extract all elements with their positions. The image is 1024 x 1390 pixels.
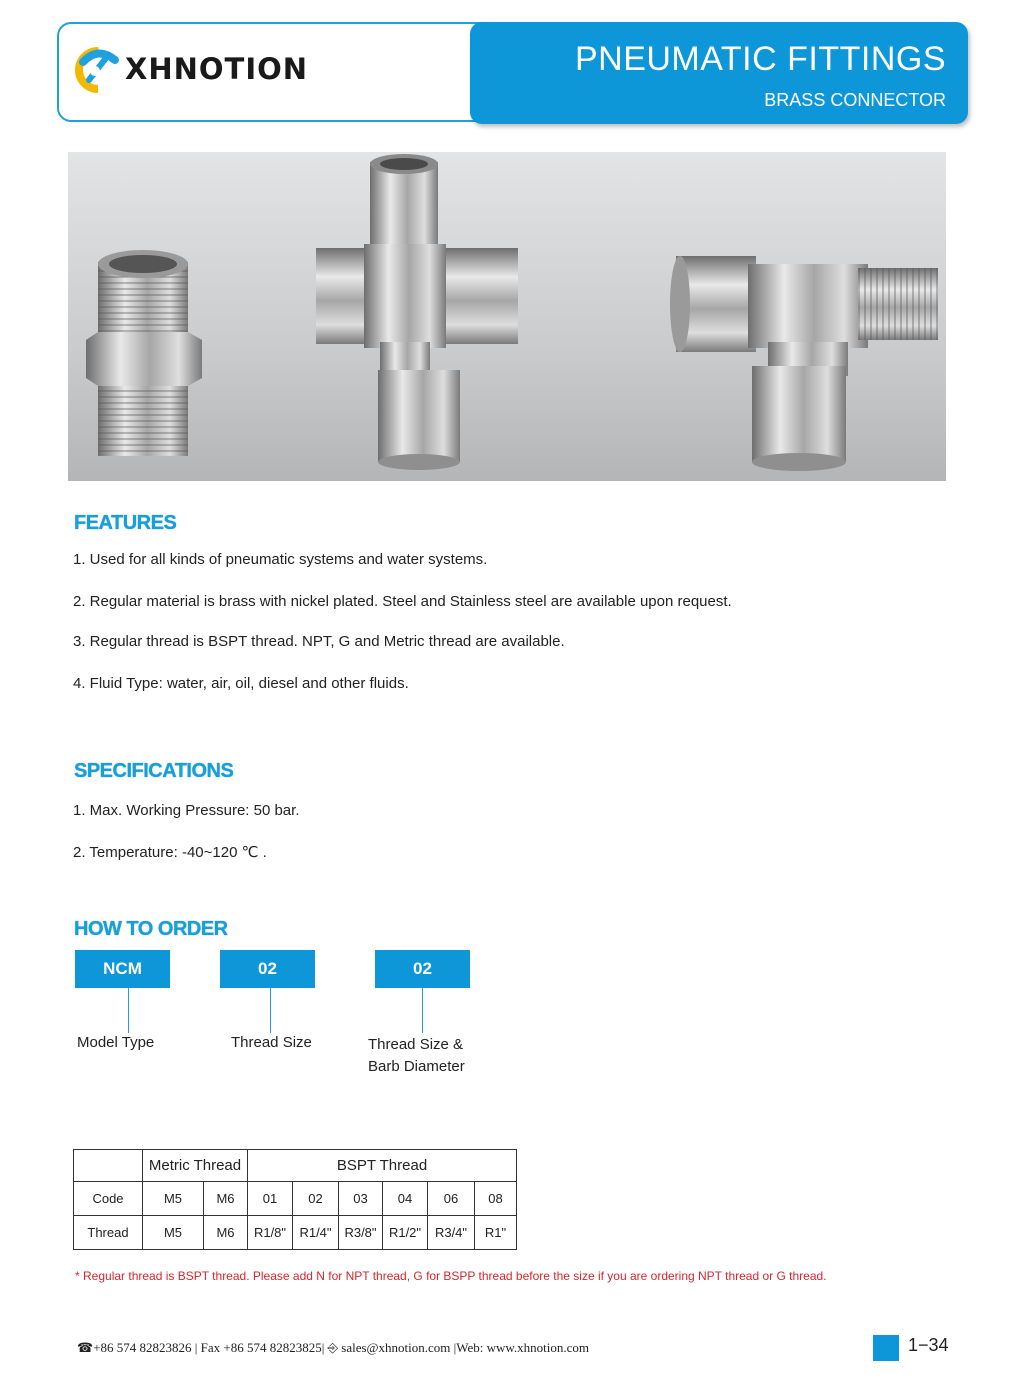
footer-fax: Fax +86 574 82823825 <box>200 1340 322 1355</box>
page-marker <box>873 1335 899 1361</box>
table-cell: R3/4" <box>428 1216 475 1250</box>
table-cell: M6 <box>204 1216 248 1250</box>
table-cell: 03 <box>339 1182 383 1216</box>
brand-logo <box>73 44 308 94</box>
footer-email[interactable]: sales@xhnotion.com <box>341 1340 451 1355</box>
feature-item-4: 4. Fluid Type: water, air, oil, diesel and other fluids. <box>73 675 409 692</box>
table-cell: M6 <box>204 1182 248 1216</box>
table-cell: R1/4" <box>293 1216 339 1250</box>
product-photo <box>68 152 946 481</box>
order-label-line-1: Thread Size & <box>368 1036 464 1053</box>
footer-separator: | <box>194 1340 198 1355</box>
footer-separator: | <box>453 1340 457 1355</box>
table-row <box>74 1216 517 1250</box>
footer-phone: +86 574 82823826 <box>93 1340 192 1355</box>
logo-icon <box>73 44 123 94</box>
table-cell: 06 <box>428 1182 475 1216</box>
hex-nipple-fitting <box>86 250 202 456</box>
order-connector-line <box>270 988 271 1033</box>
page-title: PNEUMATIC FITTINGS <box>574 40 946 78</box>
table-cell: 08 <box>475 1182 517 1216</box>
table-cell: R3/8" <box>339 1216 383 1250</box>
table-cell: 04 <box>383 1182 428 1216</box>
row-label-code: Code <box>74 1182 143 1216</box>
feature-item-1: 1. Used for all kinds of pneumatic systems and water systems. <box>73 551 488 568</box>
order-label-model-type: Model Type <box>77 1034 155 1051</box>
specifications-heading: SPECIFICATIONS <box>74 760 234 782</box>
order-connector-line <box>422 988 423 1033</box>
footer-contact <box>77 1340 589 1356</box>
header-bspt-thread: BSPT Thread <box>248 1150 517 1182</box>
table-cell: M5 <box>143 1182 204 1216</box>
feature-item-2: 2. Regular material is brass with nickel plated. Steel and Stainless steel are available upon request. <box>73 593 732 610</box>
order-label-thread-size: Thread Size <box>231 1034 312 1051</box>
brand-name: XHNOTION <box>125 52 309 86</box>
table-corner-cell <box>74 1150 143 1182</box>
feature-item-3: 3. Regular thread is BSPT thread. NPT, G and Metric thread are available. <box>73 633 565 650</box>
table-row <box>74 1182 517 1216</box>
order-label-thread-barb <box>368 1034 465 1078</box>
order-connector-line <box>128 988 129 1033</box>
table-cell: R1" <box>475 1216 517 1250</box>
table-cell: 01 <box>248 1182 293 1216</box>
order-box-thread-size: 02 <box>220 950 315 988</box>
spec-item-1: 1. Max. Working Pressure: 50 bar. <box>73 802 300 819</box>
mouse-icon: ⎆ <box>327 1340 339 1355</box>
table-header-row <box>74 1150 517 1182</box>
features-heading: FEATURES <box>74 512 177 534</box>
page-subtitle: BRASS CONNECTOR <box>764 90 946 110</box>
row-label-thread: Thread <box>74 1216 143 1250</box>
order-label-line-2: Barb Diameter <box>368 1058 465 1075</box>
footer-separator: | <box>321 1340 325 1355</box>
page-number: 1−34 <box>908 1335 949 1355</box>
table-cell: R1/8" <box>248 1216 293 1250</box>
phone-icon: ☎ <box>77 1340 94 1355</box>
how-to-order-heading: HOW TO ORDER <box>74 918 228 940</box>
thread-table <box>73 1149 517 1250</box>
header-metric-thread: Metric Thread <box>143 1150 248 1182</box>
table-cell: R1/2" <box>383 1216 428 1250</box>
order-box-barb-diameter: 02 <box>375 950 470 988</box>
table-cell: 02 <box>293 1182 339 1216</box>
thread-note: * Regular thread is BSPT thread. Please add N for NPT thread, G for BSPP thread before the size if you are ordering NPT thread or G thread. <box>75 1269 827 1283</box>
order-box-model: NCM <box>75 950 170 988</box>
header-banner <box>470 22 968 124</box>
table-cell: M5 <box>143 1216 204 1250</box>
footer-web[interactable]: Web: www.xhnotion.com <box>456 1340 590 1355</box>
spec-item-2: 2. Temperature: -40~120 ℃ . <box>73 844 267 861</box>
